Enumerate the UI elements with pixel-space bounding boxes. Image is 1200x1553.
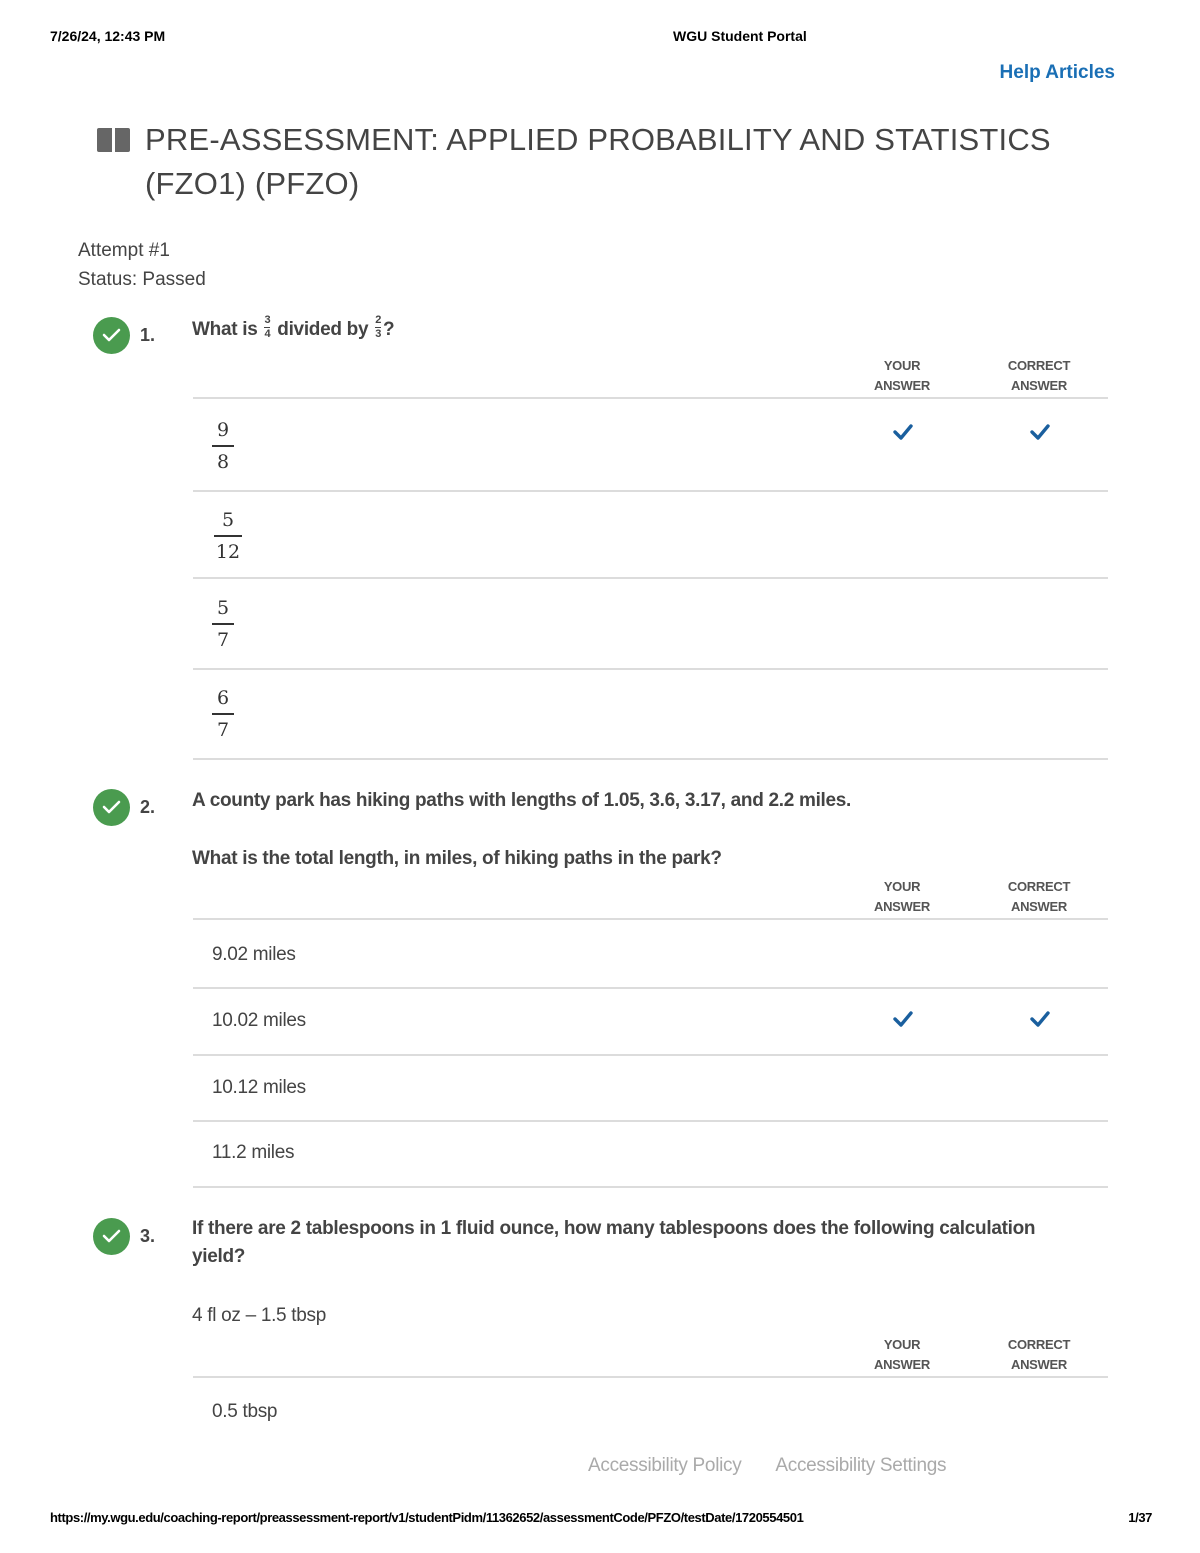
divider bbox=[193, 987, 1108, 989]
answer-option: 5 12 bbox=[215, 509, 241, 563]
attempt-status: Status: Passed bbox=[78, 269, 206, 290]
question-text: If there are 2 tablespoons in 1 fluid ounce, how many tablespoons does the following calculation bbox=[192, 1218, 1036, 1239]
accessibility-settings-link[interactable]: Accessibility Settings bbox=[775, 1455, 947, 1476]
footer-links bbox=[588, 1455, 976, 1477]
answer-option: 0.5 tbsp bbox=[212, 1401, 278, 1422]
answer-option: 10.02 miles bbox=[212, 1010, 306, 1031]
correct-answer-header: CORRECT ANSWER bbox=[1007, 1337, 1071, 1372]
print-page-number: 1/37 bbox=[1128, 1510, 1152, 1525]
page-title: PRE-ASSESSMENT: APPLIED PROBABILITY AND STATISTICS (FZO1) (PFZO) bbox=[145, 122, 1051, 201]
answer-option: 10.12 miles bbox=[212, 1077, 306, 1098]
divider bbox=[193, 668, 1108, 670]
accessibility-policy-link[interactable]: Accessibility Policy bbox=[588, 1455, 742, 1476]
book-icon bbox=[97, 128, 131, 152]
page-title-block bbox=[95, 118, 1105, 206]
divider bbox=[193, 397, 1108, 399]
answer-option: 11.2 miles bbox=[212, 1142, 295, 1163]
print-url: https://my.wgu.edu/coaching-report/preassessment-report/v1/studentPidm/11362652/assessmentCode/PFZO/testDate/1720554501 bbox=[50, 1510, 804, 1525]
attempt-info bbox=[78, 236, 206, 294]
check-mark-icon bbox=[1029, 1010, 1051, 1028]
help-articles-link[interactable]: Help Articles bbox=[999, 62, 1115, 83]
your-answer-header: YOUR ANSWER bbox=[874, 1337, 930, 1372]
divider bbox=[193, 490, 1108, 492]
answer-option: 9.02 miles bbox=[212, 944, 296, 965]
print-page-title: WGU Student Portal bbox=[673, 28, 807, 44]
question-text: yield? bbox=[192, 1246, 246, 1267]
your-answer-header: YOUR ANSWER bbox=[874, 879, 930, 914]
print-footer bbox=[50, 1510, 1152, 1525]
check-circle-icon bbox=[93, 1218, 130, 1255]
question-expression: 4 fl oz – 1.5 tbsp bbox=[192, 1305, 327, 1326]
divider bbox=[193, 918, 1108, 920]
fraction-b: $\frac{2}{3}$ bbox=[375, 314, 382, 341]
question-number: 2. bbox=[140, 797, 156, 817]
check-circle-icon bbox=[93, 317, 130, 354]
fraction-a: $\frac{3}{4}$ bbox=[264, 314, 271, 341]
correct-answer-header: CORRECT ANSWER bbox=[1007, 358, 1071, 393]
divider bbox=[193, 1120, 1108, 1122]
print-date: 7/26/24, 12:43 PM bbox=[50, 28, 166, 44]
question-number: 3. bbox=[140, 1226, 156, 1246]
question-text: A county park has hiking paths with lengths of 1.05, 3.6, 3.17, and 2.2 miles. bbox=[192, 790, 852, 811]
print-header bbox=[50, 28, 1150, 48]
your-answer-header: YOUR ANSWER bbox=[874, 358, 930, 393]
check-mark-icon bbox=[892, 423, 914, 441]
divider bbox=[193, 1186, 1108, 1188]
answer-option: 9 8 bbox=[212, 418, 234, 474]
answer-option: 6 7 bbox=[212, 686, 234, 742]
check-mark-icon bbox=[1029, 423, 1051, 441]
question-text: What is the total length, in miles, of hiking paths in the park? bbox=[192, 848, 722, 869]
attempt-number: Attempt #1 bbox=[78, 240, 170, 261]
divider bbox=[193, 758, 1108, 760]
question-text: What is $\frac{3}{4}$ divided by $\frac{2}{3}$ ? bbox=[192, 314, 395, 341]
answer-option: 5 7 bbox=[212, 596, 234, 652]
divider bbox=[193, 1376, 1108, 1378]
divider bbox=[193, 577, 1108, 579]
check-circle-icon bbox=[93, 789, 130, 826]
check-mark-icon bbox=[892, 1010, 914, 1028]
divider bbox=[193, 1054, 1108, 1056]
correct-answer-header: CORRECT ANSWER bbox=[1007, 879, 1071, 914]
question-number: 1. bbox=[140, 325, 156, 345]
